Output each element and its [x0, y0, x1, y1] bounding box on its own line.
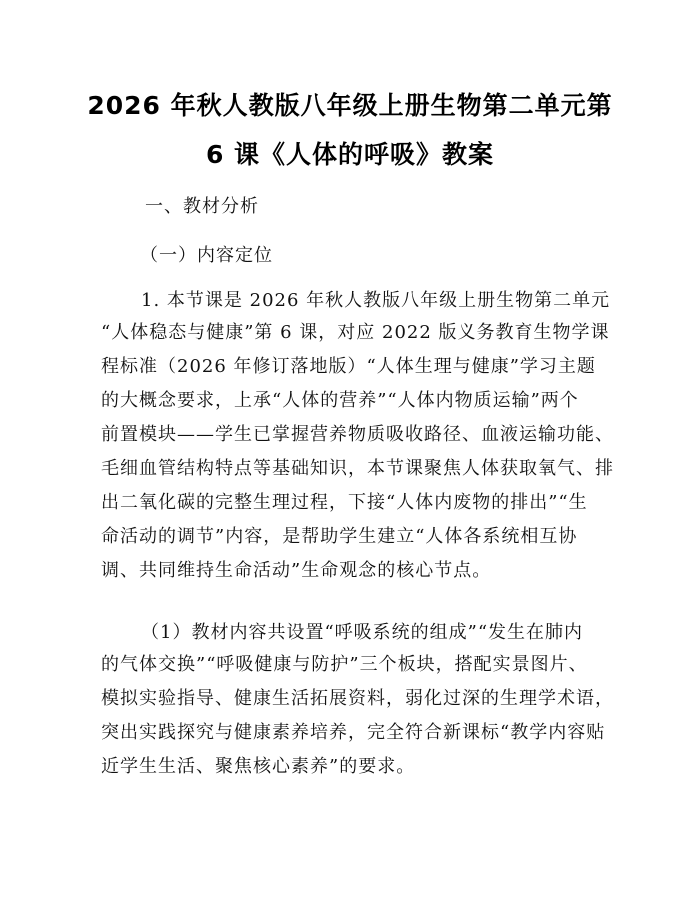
paragraph-line: 出二氧化碳的完整生理过程，下接“人体内废物的排出”“生	[101, 492, 588, 513]
section-heading: 一、教材分析	[145, 196, 259, 217]
paragraph-line: 的气体交换”“呼吸健康与防护”三个板块，搭配实景图片、	[101, 654, 588, 675]
subsection-heading: （一）内容定位	[140, 245, 273, 266]
paragraph-line: 近学生生活、聚焦核心素养”的要求。	[101, 756, 416, 777]
paragraph-line: 的大概念要求，上承“人体的营养”“人体内物质运输”两个	[101, 390, 579, 411]
paragraph-line: 程标准（2026 年修订落地版）“人体生理与健康”学习主题	[101, 356, 596, 377]
paragraph-line: 调、共同维持生命活动”生命观念的核心节点。	[101, 560, 492, 581]
paragraph-line: 1. 本节课是 2026 年秋人教版八年级上册生物第二单元	[141, 290, 611, 311]
paragraph-line: （1）教材内容共设置“呼吸系统的组成”“发生在肺内	[141, 622, 584, 643]
document-title-line-1: 2026 年秋人教版八年级上册生物第二单元第	[87, 91, 613, 120]
paragraph-line: 模拟实验指导、健康生活拓展资料，弱化过深的生理学术语，	[101, 688, 614, 709]
paragraph-line: 毛细血管结构特点等基础知识，本节课聚焦人体获取氧气、排	[101, 458, 614, 479]
document-title-line-2: 6 课《人体的呼吸》教案	[205, 140, 495, 169]
paragraph-line: “人体稳态与健康”第 6 课，对应 2022 版义务教育生物学课	[101, 322, 610, 343]
paragraph-line: 突出实践探究与健康素养培养，完全符合新课标“教学内容贴	[101, 722, 606, 743]
paragraph-line: 命活动的调节”内容，是帮助学生建立“人体各系统相互协	[101, 526, 578, 547]
paragraph-line: 前置模块——学生已掌握营养物质吸收路径、血液运输功能、	[101, 424, 614, 445]
